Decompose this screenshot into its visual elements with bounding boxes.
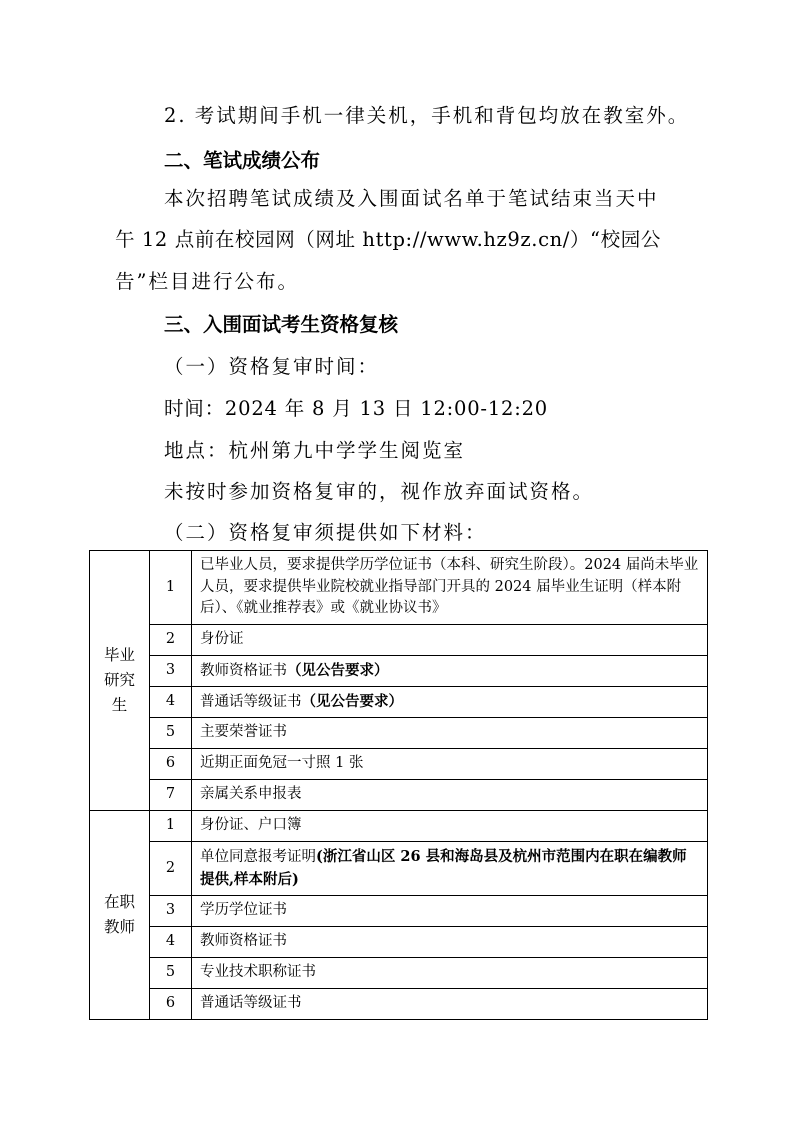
row-number: 5 [150,718,192,749]
table-row [90,780,708,811]
table-row [90,687,708,718]
row-number: 4 [150,927,192,958]
row-number: 3 [150,656,192,687]
row-number: 3 [150,896,192,927]
row-number: 1 [150,551,192,625]
row-number: 2 [150,842,192,896]
body-text: 2. 考试期间手机一律关机，手机和背包均放在教室外。 [164,104,690,127]
section-heading: 三、入围面试考生资格复核 [164,313,399,336]
requirement-cell: 主要荣誉证书 [192,718,708,749]
table-row [90,896,708,927]
table-row [90,718,708,749]
body-text: 本次招聘笔试成绩及入围面试名单于笔试结束当天中 [164,187,659,210]
materials-table [89,550,708,1020]
requirement-cell: 身份证 [192,625,708,656]
row-number: 2 [150,625,192,656]
row-number: 6 [150,989,192,1020]
requirement-cell: 单位同意报考证明(浙江省山区 26 县和海岛县及杭州市范围内在职在编教师提供,样本附后) [192,842,708,896]
requirement-cell: 教师资格证书（见公告要求） [192,656,708,687]
requirement-cell: 已毕业人员，要求提供学历学位证书（本科、研究生阶段）。2024 届尚未毕业人员，要求提供毕业院校就业指导部门开具的 2024 届毕业生证明（样本附后）、《就业推荐表》或《就业协议书》 [192,551,708,625]
requirement-cell: 身份证、户口簿 [192,811,708,842]
body-text: 未按时参加资格复审的，视作放弃面试资格。 [164,480,595,503]
table-row [90,656,708,687]
row-number: 7 [150,780,192,811]
body-text: 告”栏目进行公布。 [115,270,299,293]
table-row [90,927,708,958]
table-row [90,551,708,625]
table-row [90,989,708,1020]
body-text: 午 12 点前在校园网（网址 http://www.hz9z.cn/）“校园公 [115,228,661,251]
requirement-cell: 专业技术职称证书 [192,958,708,989]
table-row [90,811,708,842]
requirement-cell: 普通话等级证书（见公告要求） [192,687,708,718]
category-cell: 毕业 研究 生 [90,551,150,811]
table-row [90,958,708,989]
subsection-heading: （一）资格复审时间： [164,355,380,378]
row-number: 1 [150,811,192,842]
table-row [90,625,708,656]
section-heading: 二、笔试成绩公布 [164,149,321,172]
category-cell: 在职 教师 [90,811,150,1020]
row-number: 4 [150,687,192,718]
body-text: 地点：杭州第九中学学生阅览室 [164,439,466,462]
requirement-cell: 亲属关系申报表 [192,780,708,811]
requirement-cell: 教师资格证书 [192,927,708,958]
body-text: 时间：2024 年 8 月 13 日 12:00-12:20 [164,397,549,420]
subsection-heading: （二）资格复审须提供如下材料： [164,521,487,544]
requirement-cell: 近期正面免冠一寸照 1 张 [192,749,708,780]
table-row [90,842,708,896]
requirement-cell: 普通话等级证书 [192,989,708,1020]
requirement-cell: 学历学位证书 [192,896,708,927]
row-number: 6 [150,749,192,780]
table-row [90,749,708,780]
row-number: 5 [150,958,192,989]
